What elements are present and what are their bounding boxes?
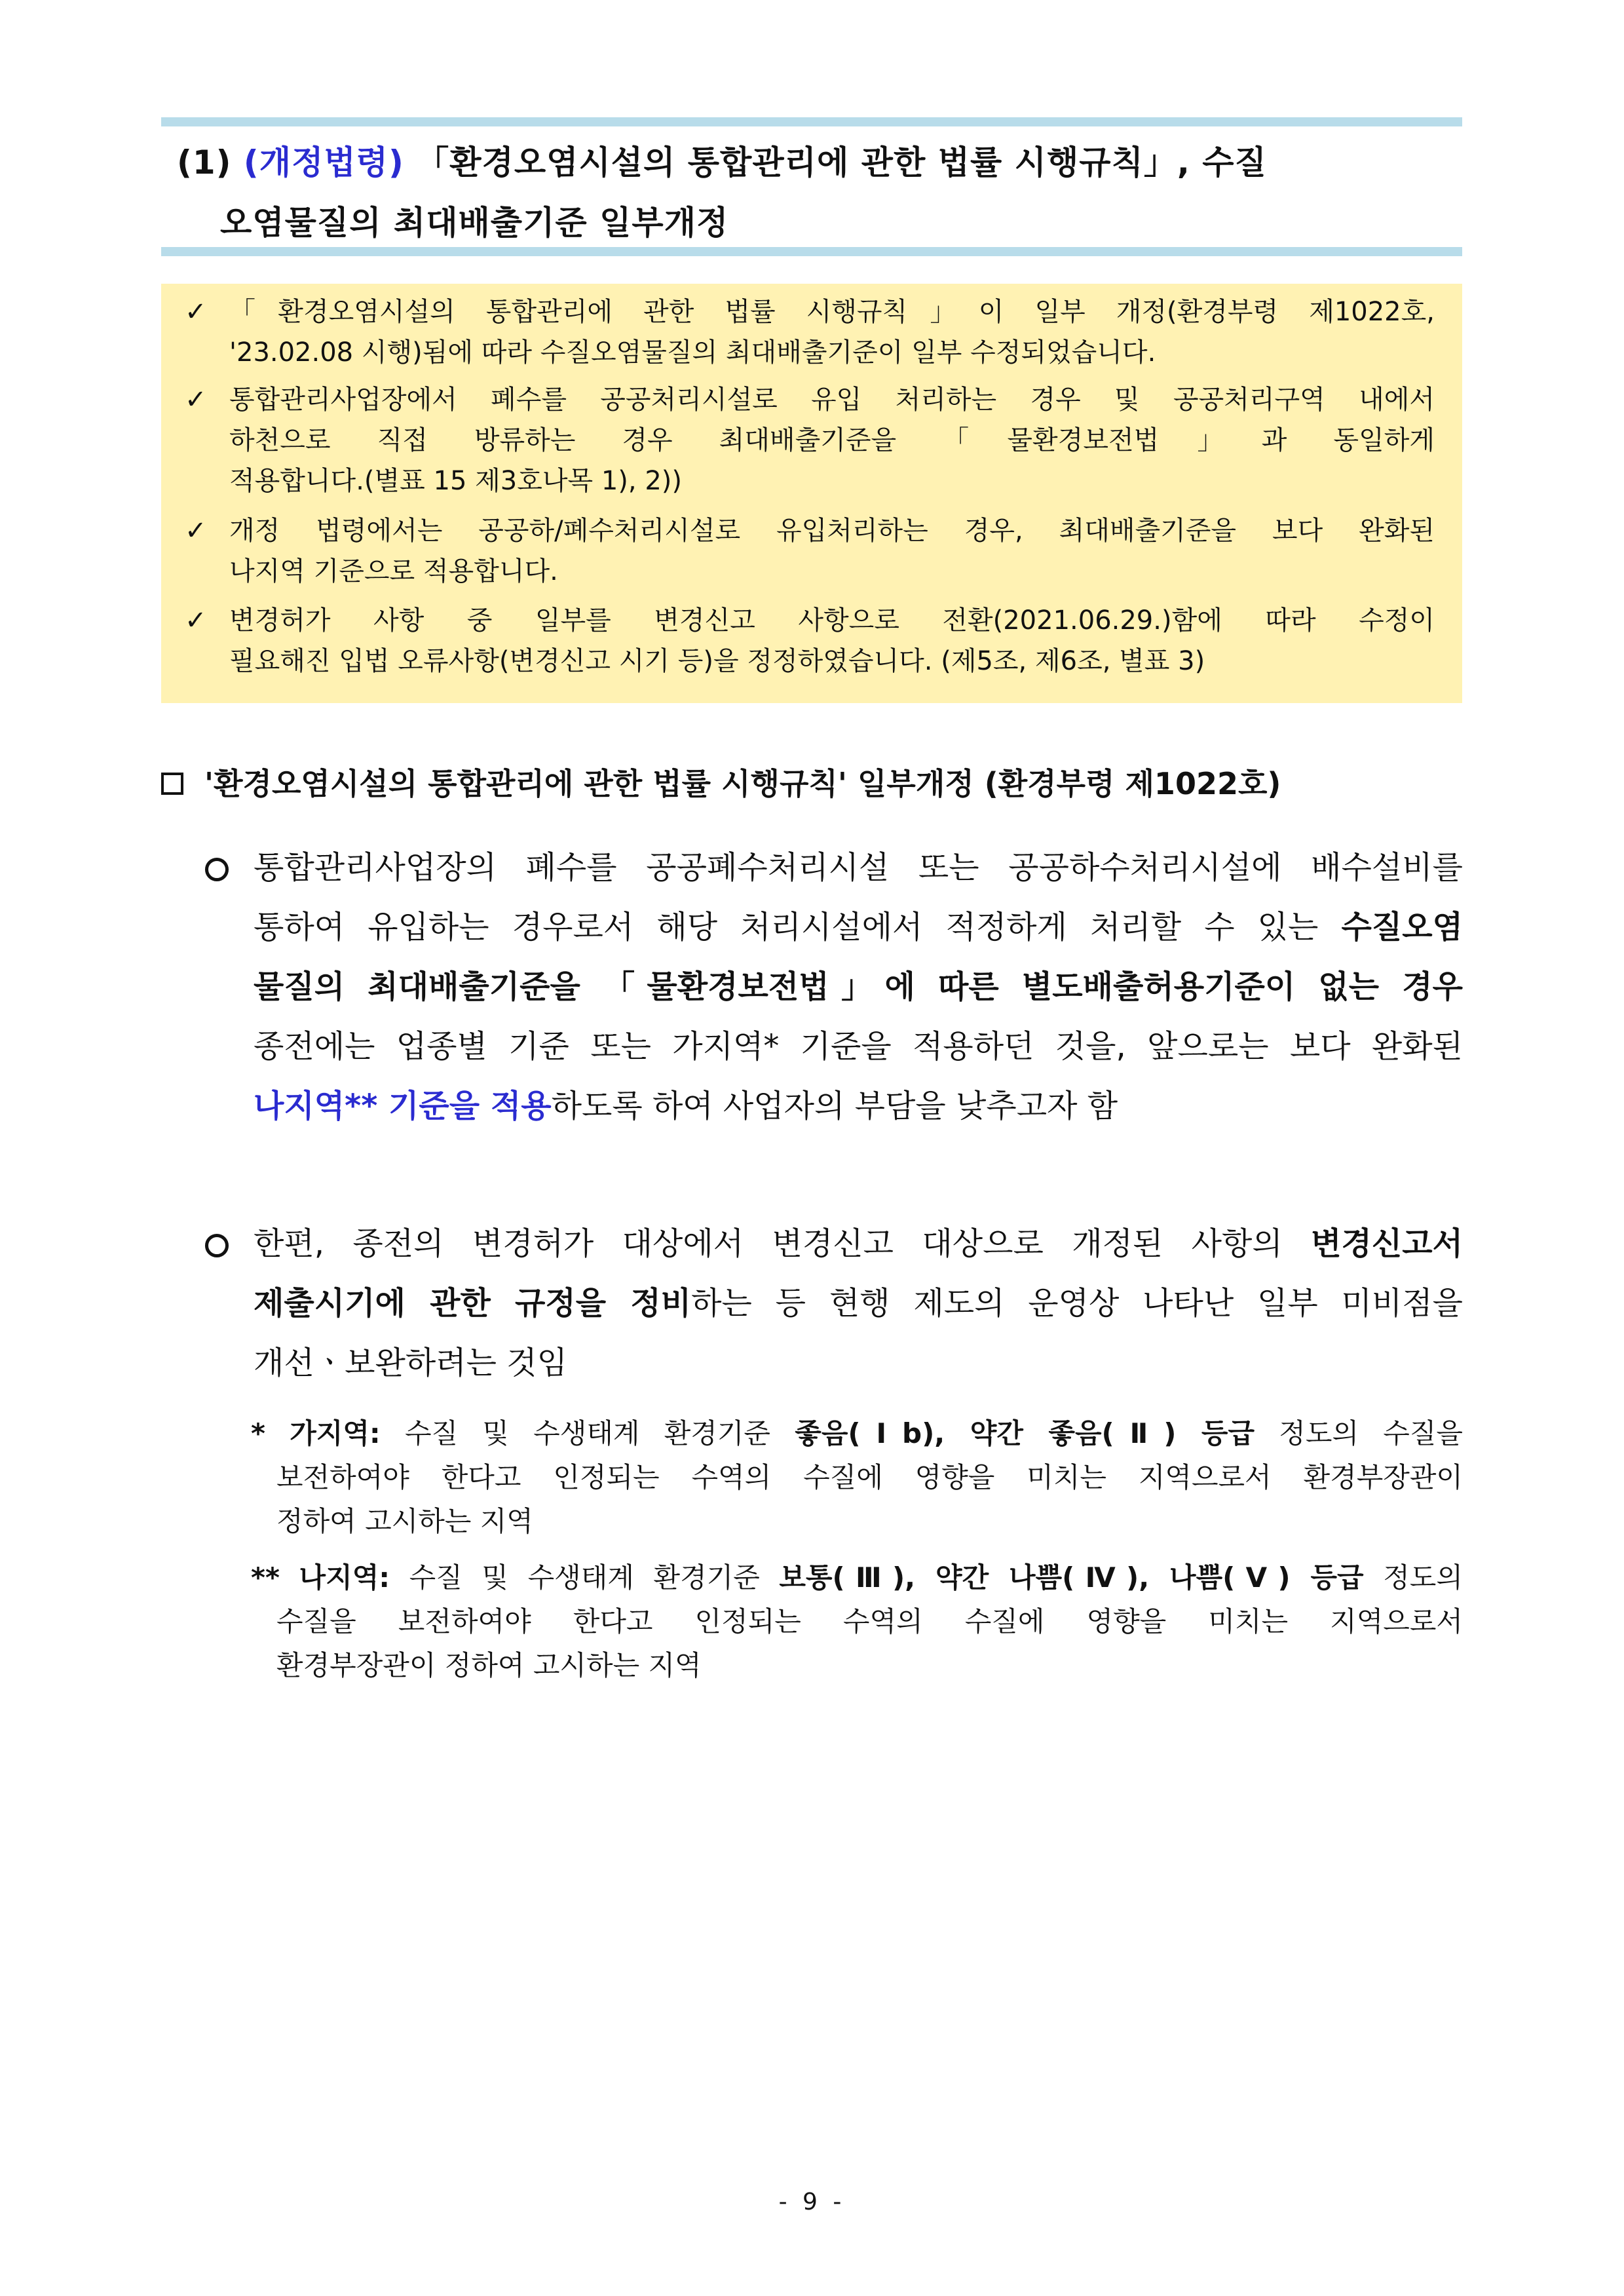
title-text-1: 「환경오염시설의 통합관리에 관한 법률 시행규칙」, 수질 bbox=[416, 144, 1267, 182]
circle-bullet-icon bbox=[205, 1234, 229, 1257]
section-heading-text: '환경오염시설의 통합관리에 관한 법률 시행규칙' 일부개정 (환경부령 제1022호) bbox=[204, 766, 1281, 801]
check-icon: ✓ bbox=[185, 516, 207, 546]
bullet-2-line-2: 제출시기에 관한 규정을 정비하는 등 현행 제도의 운영상 나타난 일부 미비점을 bbox=[254, 1285, 1463, 1322]
circle-bullet-icon bbox=[205, 858, 229, 881]
bullet-1-line-1: 통합관리사업장의 폐수를 공공폐수처리시설 또는 공공하수처리시설에 배수설비를 bbox=[254, 849, 1463, 886]
summary-line: 필요해진 입법 오류사항(변경신고 시기 등)을 정정하였습니다. (제5조, 제6조, 별표 3) bbox=[229, 646, 1205, 676]
footnote-2-line-2: 수질을 보전하여야 한다고 인정되는 수역의 수질에 영향을 미치는 지역으로서 bbox=[276, 1605, 1463, 1637]
title-tag: (개정법령) bbox=[243, 144, 404, 182]
summary-line: 하천으로 직접 방류하는 경우 최대배출기준을 「물환경보전법」과 동일하게 bbox=[229, 425, 1435, 455]
footnote-1-line-3: 정하여 고시하는 지역 bbox=[276, 1505, 533, 1537]
summary-line: 개정 법령에서는 공공하/폐수처리시설로 유입처리하는 경우, 최대배출기준을 보다 완화된 bbox=[229, 516, 1435, 546]
footnote-2-line-3: 환경부장관이 정하여 고시하는 지역 bbox=[276, 1649, 702, 1681]
bullet-2-line-1: 한편, 종전의 변경허가 대상에서 변경신고 대상으로 개정된 사항의 변경신고서 bbox=[254, 1225, 1463, 1262]
summary-line: 「환경오염시설의 통합관리에 관한 법률 시행규칙」이 일부 개정(환경부령 제1022호, bbox=[229, 297, 1435, 327]
page-number: - 9 - bbox=[778, 2189, 846, 2215]
bullet-1-line-4: 종전에는 업종별 기준 또는 가지역* 기준을 적용하던 것을, 앞으로는 보다 완화된 bbox=[254, 1028, 1463, 1065]
bullet-1-line-3: 물질의 최대배출기준을 「물환경보전법」에 따른 별도배출허용기준이 없는 경우 bbox=[254, 968, 1463, 1005]
footnote-1-line-2: 보전하여야 한다고 인정되는 수역의 수질에 영향을 미치는 지역으로서 환경부장관이 bbox=[276, 1461, 1463, 1493]
square-bullet-icon bbox=[161, 773, 183, 795]
title-top-rule bbox=[161, 117, 1462, 126]
summary-box bbox=[161, 284, 1462, 703]
summary-line: 통합관리사업장에서 폐수를 공공처리시설로 유입 처리하는 경우 및 공공처리구역 내에서 bbox=[229, 385, 1435, 415]
bullet-1-line-5: 나지역** 기준을 적용하도록 하여 사업자의 부담을 낮추고자 함 bbox=[254, 1088, 1118, 1124]
bullet-2-line-3: 개선ㆍ보완하려는 것임 bbox=[254, 1345, 567, 1381]
section-heading bbox=[161, 760, 1281, 803]
title-bottom-rule bbox=[161, 247, 1462, 256]
footnote-1-line-1: * 가지역: 수질 및 수생태계 환경기준 좋음(Ⅰb), 약간 좋음(Ⅱ) 등급 정도의 수질을 bbox=[251, 1417, 1463, 1449]
check-icon: ✓ bbox=[185, 385, 207, 415]
bullet-1-line-2: 통하여 유입하는 경우로서 해당 처리시설에서 적정하게 처리할 수 있는 수질오염 bbox=[254, 909, 1463, 946]
summary-line: 적용합니다.(별표 15 제3호나목 1), 2)) bbox=[229, 466, 682, 496]
summary-line: 나지역 기준으로 적용합니다. bbox=[229, 556, 558, 586]
summary-line: '23.02.08 시행)됨에 따라 수질오염물질의 최대배출기준이 일부 수정되었습니다. bbox=[229, 337, 1156, 368]
page-title-line-1 bbox=[177, 136, 1267, 183]
check-icon: ✓ bbox=[185, 605, 207, 636]
check-icon: ✓ bbox=[185, 297, 207, 327]
footnote-2-line-1: ** 나지역: 수질 및 수생태계 환경기준 보통(Ⅲ), 약간 나쁨(Ⅳ), 나쁨(Ⅴ) 등급 정도의 bbox=[251, 1561, 1463, 1594]
summary-line: 변경허가 사항 중 일부를 변경신고 사항으로 전환(2021.06.29.)함에 따라 수정이 bbox=[229, 605, 1435, 636]
page-title-line-2: 오염물질의 최대배출기준 일부개정 bbox=[220, 204, 729, 242]
title-number: (1) bbox=[177, 144, 232, 182]
